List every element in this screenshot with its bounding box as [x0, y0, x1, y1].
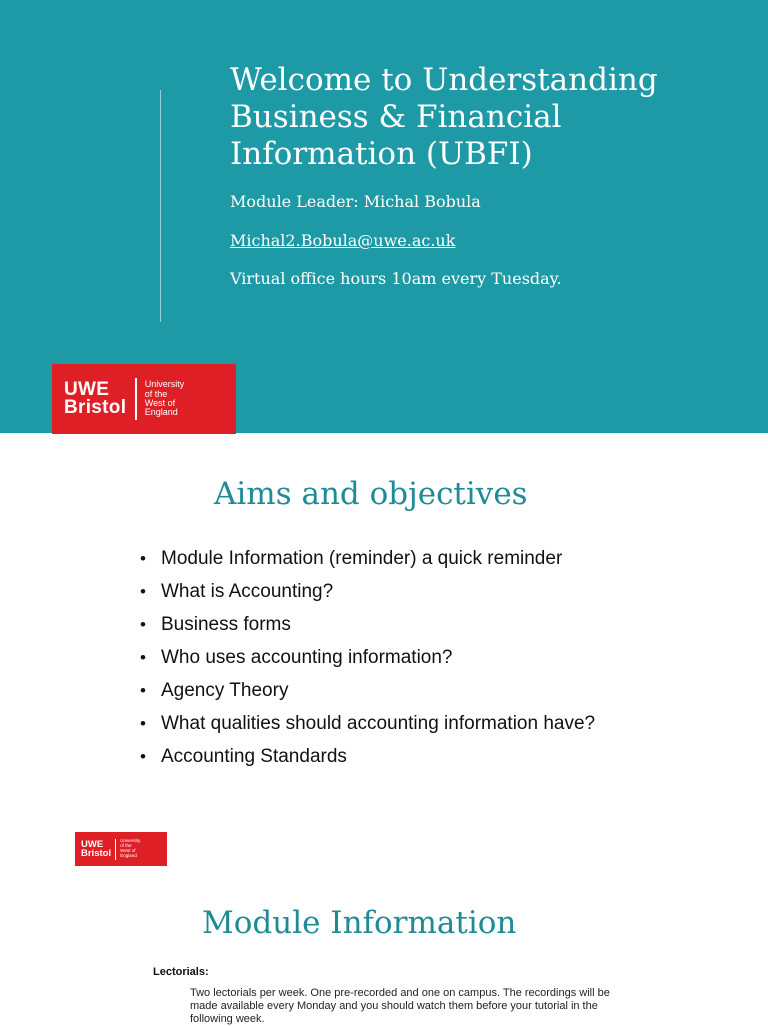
logo-subtext	[120, 839, 140, 858]
logo-brand-line1: UWE	[64, 378, 110, 400]
bullet-item: • Module Information (reminder) a quick reminder	[140, 546, 610, 571]
logo-sub-line4: England	[120, 852, 137, 858]
logo-separator	[115, 839, 116, 860]
logo-sub-line2: of the	[144, 388, 168, 399]
logo-sub-line2: of the	[120, 843, 132, 849]
logo-brand-line2: Bristol	[64, 397, 127, 418]
uwe-bristol-logo-small	[75, 832, 167, 866]
lectorials-paragraph: Two lectorials per week. One pre-recorded and one on campus. The recordings will be made available every Monday and you should watch them before your tutorial in the following week.	[190, 987, 610, 1025]
bullet-item: • What is Accounting?	[140, 579, 610, 604]
logo-brand	[64, 378, 127, 418]
logo-sub-line4: England	[144, 407, 178, 418]
logo-subtext	[145, 380, 185, 418]
logo-sub-line3: West of	[120, 848, 136, 853]
logo-sub-line3: West of	[144, 398, 176, 408]
module-info-title: Module Information	[202, 905, 517, 941]
logo-sub-line1: University	[144, 379, 185, 390]
email-link[interactable]: Michal2.Bobula@uwe.ac.uk	[230, 231, 456, 250]
uwe-bristol-logo	[52, 364, 236, 434]
slide-title: Welcome to Understanding Business & Financial Information (UBFI)	[230, 62, 658, 172]
office-hours: Virtual office hours 10am every Tuesday.	[230, 269, 562, 288]
logo-brand	[81, 840, 111, 858]
logo-brand-line2: Bristol	[81, 848, 112, 859]
vertical-divider	[160, 90, 161, 322]
bullet-item: • Agency Theory	[140, 678, 610, 703]
aims-title: Aims and objectives	[214, 476, 528, 512]
aims-bullet-list	[140, 546, 610, 777]
bullet-item: • What qualities should accounting information have?	[140, 711, 610, 736]
lectorials-heading: Lectorials:	[153, 966, 209, 978]
bullet-item: • Business forms	[140, 612, 610, 637]
logo-separator	[135, 378, 137, 420]
bullet-item: • Who uses accounting information?	[140, 645, 610, 670]
module-leader: Module Leader: Michal Bobula	[230, 192, 481, 211]
logo-brand-line1: UWE	[81, 838, 104, 850]
bullet-item: • Accounting Standards	[140, 744, 610, 769]
logo-sub-line1: University	[120, 838, 141, 844]
